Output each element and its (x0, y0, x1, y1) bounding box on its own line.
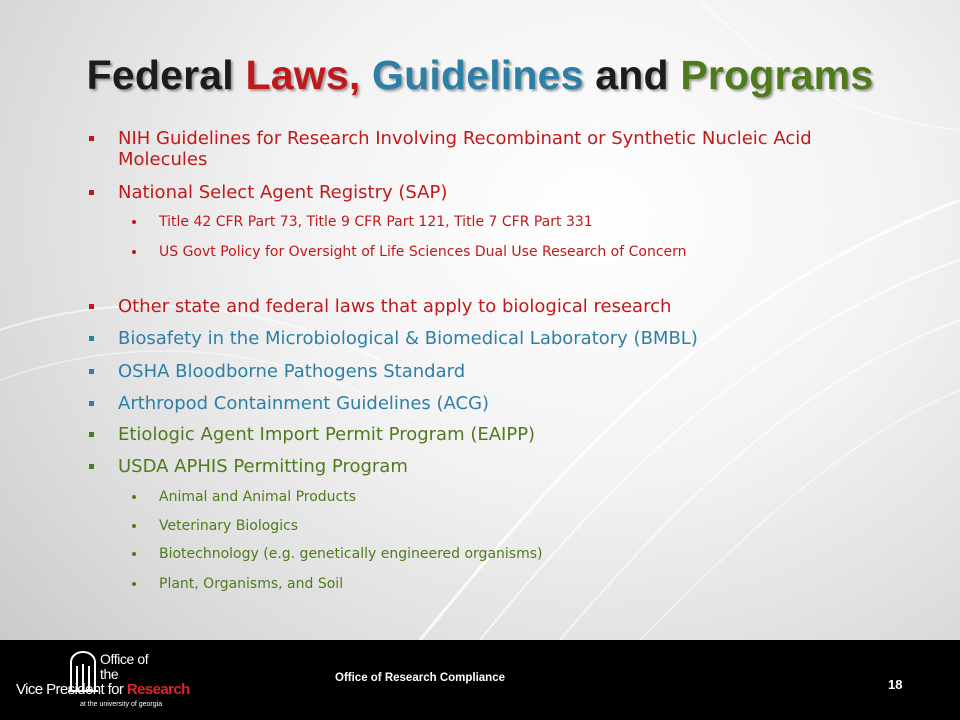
dot-bullet-icon (132, 524, 136, 528)
title-word-programs: Programs (680, 52, 874, 98)
logo-office-of-the: Office of the (100, 651, 149, 682)
title-word-federal: Federal (86, 52, 234, 98)
square-bullet-icon (89, 304, 94, 309)
bullet-text: Biosafety in the Microbiological & Biomedical Laboratory (BMBL) (118, 328, 698, 349)
dot-bullet-icon (132, 220, 136, 224)
square-bullet-icon (89, 464, 94, 469)
square-bullet-icon (89, 401, 94, 406)
sub-bullet-text: Veterinary Biologics (159, 518, 299, 534)
logo-vice-president (16, 681, 190, 698)
square-bullet-icon (89, 190, 94, 195)
slide-footer (0, 640, 960, 720)
bullet-text: National Select Agent Registry (SAP) (118, 182, 448, 203)
ovpr-logo (10, 648, 190, 712)
slide-page-number: 18 (888, 677, 903, 692)
footer-office-name: Office of Research Compliance (335, 672, 505, 684)
title-word-and: and (595, 52, 669, 98)
sub-bullet-text: Animal and Animal Products (159, 489, 357, 505)
title-word-guidelines: Guidelines (372, 52, 584, 98)
slide-title (0, 50, 960, 100)
square-bullet-icon (89, 369, 94, 374)
dot-bullet-icon (132, 250, 136, 254)
bullet-text: USDA APHIS Permitting Program (118, 456, 408, 477)
square-bullet-icon (89, 336, 94, 341)
dot-bullet-icon (132, 495, 136, 499)
square-bullet-icon (89, 432, 94, 437)
bullet-text: Etiologic Agent Import Permit Program (EAIPP) (118, 424, 536, 445)
bullet-text: NIH Guidelines for Research Involving Recombinant or Synthetic Nucleic Acid Molecules (118, 128, 812, 170)
bullet-text: Other state and federal laws that apply to biological research (118, 296, 672, 317)
bullet-text: OSHA Bloodborne Pathogens Standard (118, 361, 466, 382)
sub-bullet-text: Plant, Organisms, and Soil (159, 576, 344, 592)
dot-bullet-icon (132, 582, 136, 586)
title-word-laws: Laws, (245, 52, 361, 98)
sub-bullet-text: US Govt Policy for Oversight of Life Sciences Dual Use Research of Concern (159, 244, 687, 260)
square-bullet-icon (89, 136, 94, 141)
logo-vp-text: Vice President for (16, 681, 124, 698)
bullet-text: Arthropod Containment Guidelines (ACG) (118, 393, 490, 414)
logo-research-text: Research (126, 681, 190, 698)
sub-bullet-text: Title 42 CFR Part 73, Title 9 CFR Part 121, Title 7 CFR Part 331 (159, 214, 593, 230)
dot-bullet-icon (132, 552, 136, 556)
logo-university: at the university of georgia (80, 701, 163, 708)
sub-bullet-text: Biotechnology (e.g. genetically engineered organisms) (159, 546, 543, 562)
